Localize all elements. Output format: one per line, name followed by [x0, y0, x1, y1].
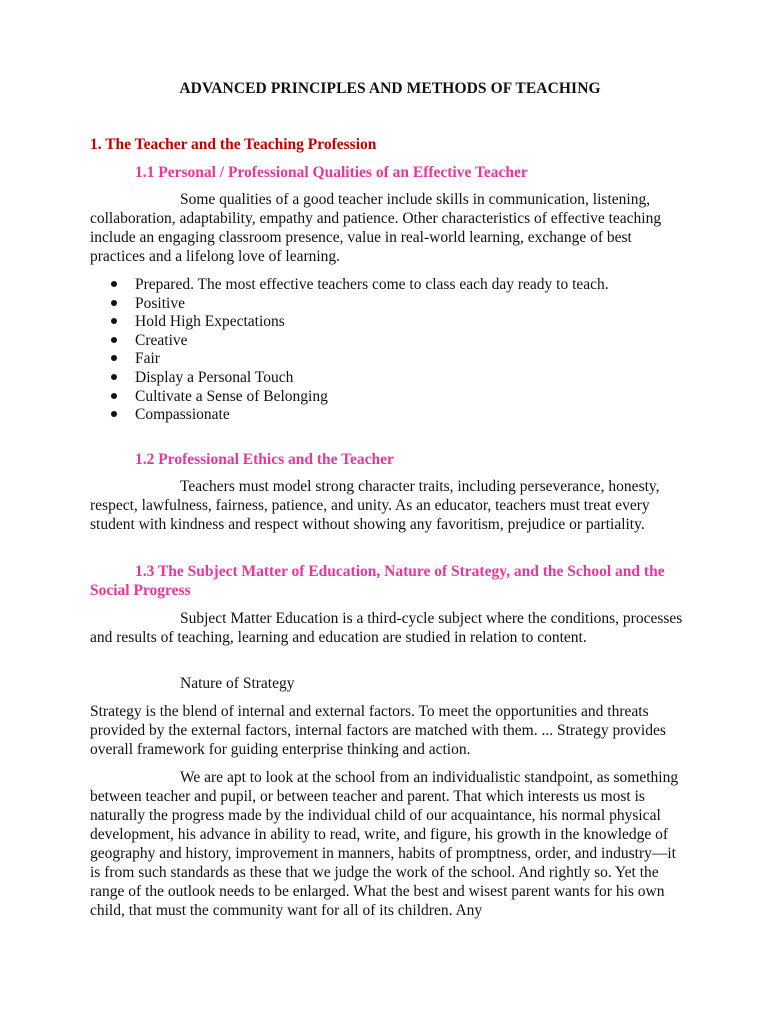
paragraph-subject-matter: Subject Matter Education is a third-cycle subject where the conditions, processes and results of teaching, learning and education are studied in relation to content. [90, 610, 683, 646]
subsection-heading-ethics: 1.2 Professional Ethics and the Teacher [135, 451, 394, 468]
bullet-icon [111, 300, 117, 306]
document-title: ADVANCED PRINCIPLES AND METHODS OF TEACHING [179, 80, 601, 97]
subsection-heading-qualities: 1.1 Personal / Professional Qualities of an Effective Teacher [135, 164, 528, 181]
bullet-icon [111, 318, 117, 324]
paragraph-school-social-progress: We are apt to look at the school from an individualistic standpoint, as something between teacher and pupil, or between teacher and parent. That which interests us most is naturally the progress made by the individual child of our acquaintance, his normal physical development, his advance in ability to read, write, and figure, his growth in the knowledge of geography and history, improvement in manners, habits of promptness, order, and industry—it is from such standards as these that we judge the work of the school. And rightly so. Yet the range of the outlook needs to be enlarged. What the best and wisest parent wants for his own child, that must the community want for all of its children. Any [90, 769, 679, 919]
qualities-bullet-list [90, 275, 609, 424]
bullet-icon [111, 281, 117, 287]
bullet-icon [111, 411, 117, 417]
list-item: Positive [90, 294, 609, 313]
bullet-icon [111, 355, 117, 361]
bullet-icon [111, 374, 117, 380]
paragraph-strategy: Strategy is the blend of internal and external factors. To meet the opportunities and threats provided by the external factors, internal factors are matched with them. ... Strategy provides overall framework for guiding enterprise thinking and action. [90, 703, 666, 758]
list-item: Creative [90, 331, 609, 350]
list-item: Hold High Expectations [90, 312, 609, 331]
paragraph-qualities: Some qualities of a good teacher include skills in communication, listening, collaboration, adaptability, empathy and patience. Other characteristics of effective teaching include an engaging classroom presence, value in real-world learning, exchange of best practices and a lifelong love of learning. [90, 191, 662, 265]
bullet-icon [111, 393, 117, 399]
list-item: Compassionate [90, 405, 609, 424]
list-item: Display a Personal Touch [90, 368, 609, 387]
subsection-heading-subject-matter: 1.3 The Subject Matter of Education, Nature of Strategy, and the School and the Social Progress [90, 563, 665, 599]
list-item: Fair [90, 349, 609, 368]
nature-of-strategy-label: Nature of Strategy [180, 675, 295, 692]
list-item: Cultivate a Sense of Belonging [90, 387, 609, 406]
bullet-icon [111, 337, 117, 343]
paragraph-ethics: Teachers must model strong character traits, including perseverance, honesty, respect, lawfulness, fairness, patience, and unity. As an educator, teachers must treat every student with kindness and respect without showing any favoritism, prejudice or partiality. [90, 478, 660, 533]
section-heading-teacher-profession: 1. The Teacher and the Teaching Profession [90, 136, 377, 153]
list-item: Prepared. The most effective teachers come to class each day ready to teach. [90, 275, 609, 294]
